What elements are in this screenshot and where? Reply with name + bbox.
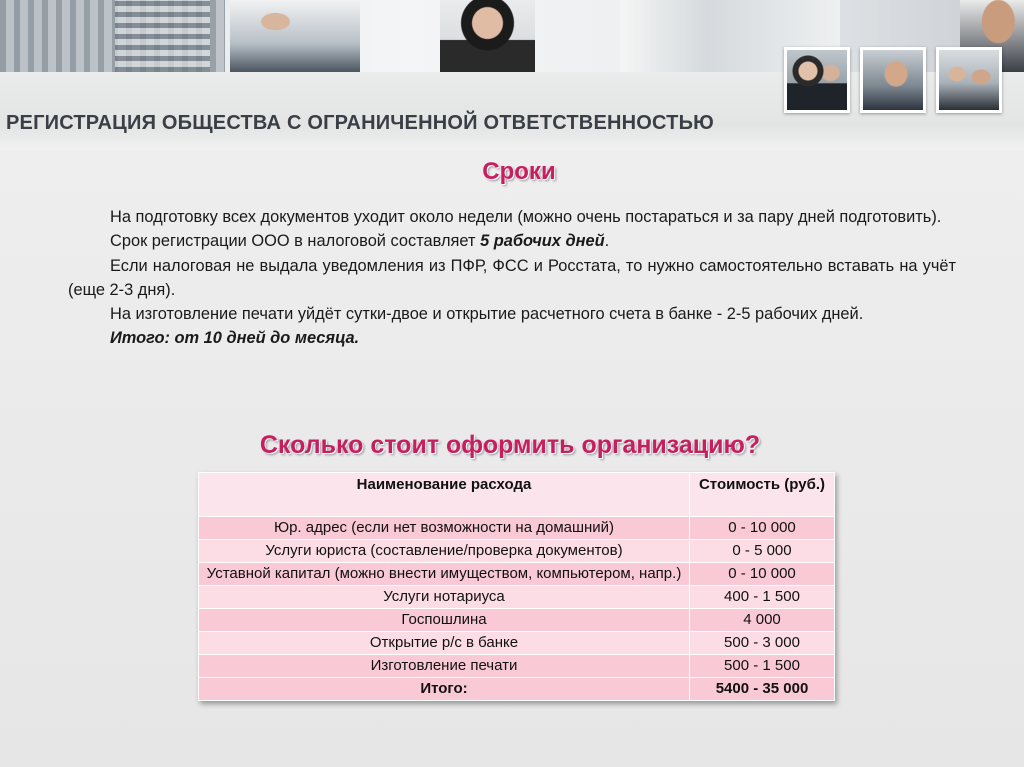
- table-row: [199, 563, 835, 586]
- thumbnail-colleagues-photo: [860, 47, 926, 113]
- thumbnail-team-photo: [936, 47, 1002, 113]
- table-row: [199, 632, 835, 655]
- registration-days: 5 рабочих дней: [480, 232, 605, 251]
- registration-prefix: Срок регистрации ООО в налоговой составляет: [110, 232, 481, 251]
- expense-name: Юр. адрес (если нет возможности на домашний): [199, 517, 690, 540]
- costs-heading: Сколько стоит оформить организацию?: [259, 431, 761, 459]
- expense-name: Уставной капитал (можно внести имуществом, компьютером, напр.): [199, 563, 690, 586]
- table-row: [199, 609, 835, 632]
- table-row: [199, 540, 835, 563]
- header-expense-name: Наименование расхода: [199, 473, 690, 517]
- expense-cost: 500 - 1 500: [690, 655, 835, 678]
- expense-cost: 0 - 10 000: [690, 563, 835, 586]
- costs-total-row: [199, 678, 835, 701]
- expense-cost: 4 000: [690, 609, 835, 632]
- table-row: [199, 517, 835, 540]
- expense-cost: 0 - 10 000: [690, 517, 835, 540]
- header-cost: Стоимость (руб.): [690, 473, 835, 517]
- costs-table-header: [199, 473, 835, 517]
- costs-table: [198, 472, 835, 701]
- total-value: 5400 - 35 000: [690, 678, 835, 701]
- page-title: РЕГИСТРАЦИЯ ОБЩЕСТВА С ОГРАНИЧЕННОЙ ОТВЕТСТВЕННОСТЬЮ: [6, 112, 714, 134]
- expense-cost: 500 - 3 000: [690, 632, 835, 655]
- expense-name: Открытие р/с в банке: [199, 632, 690, 655]
- registration-suffix: .: [604, 232, 610, 251]
- terms-text: [68, 205, 956, 351]
- expense-cost: 400 - 1 500: [690, 586, 835, 609]
- terms-paragraph-registration: [68, 229, 956, 253]
- header-thumbnails: [784, 47, 1002, 113]
- terms-paragraph-seal-bank: На изготовление печати уйдёт сутки-двое и открытие расчетного счета в банке - 2-5 рабочих дней.: [110, 305, 864, 324]
- expense-name: Госпошлина: [199, 609, 690, 632]
- building-photo-detail: [115, 0, 210, 72]
- expense-cost: 0 - 5 000: [690, 540, 835, 563]
- businessman-laptop-photo: [230, 0, 360, 72]
- expense-name: Услуги нотариуса: [199, 586, 690, 609]
- terms-paragraph-funds: Если налоговая не выдала уведомления из ПФР, ФСС и Росстата, то нужно самостоятельно вставать на учёт (еще 2-3 дня).: [68, 256, 956, 299]
- expense-name: Услуги юриста (составление/проверка документов): [199, 540, 690, 563]
- expense-name: Изготовление печати: [199, 655, 690, 678]
- total-label: Итого:: [199, 678, 690, 701]
- table-row: [199, 586, 835, 609]
- thumbnail-meeting-photo: [784, 47, 850, 113]
- terms-heading: Сроки: [482, 158, 556, 185]
- businesswoman-photo: [440, 0, 535, 72]
- terms-paragraph-docs: На подготовку всех документов уходит около недели (можно очень постараться и за пару дней подготовить).: [110, 208, 942, 226]
- terms-summary: Итого: от 10 дней до месяца.: [110, 329, 360, 348]
- table-row: [199, 655, 835, 678]
